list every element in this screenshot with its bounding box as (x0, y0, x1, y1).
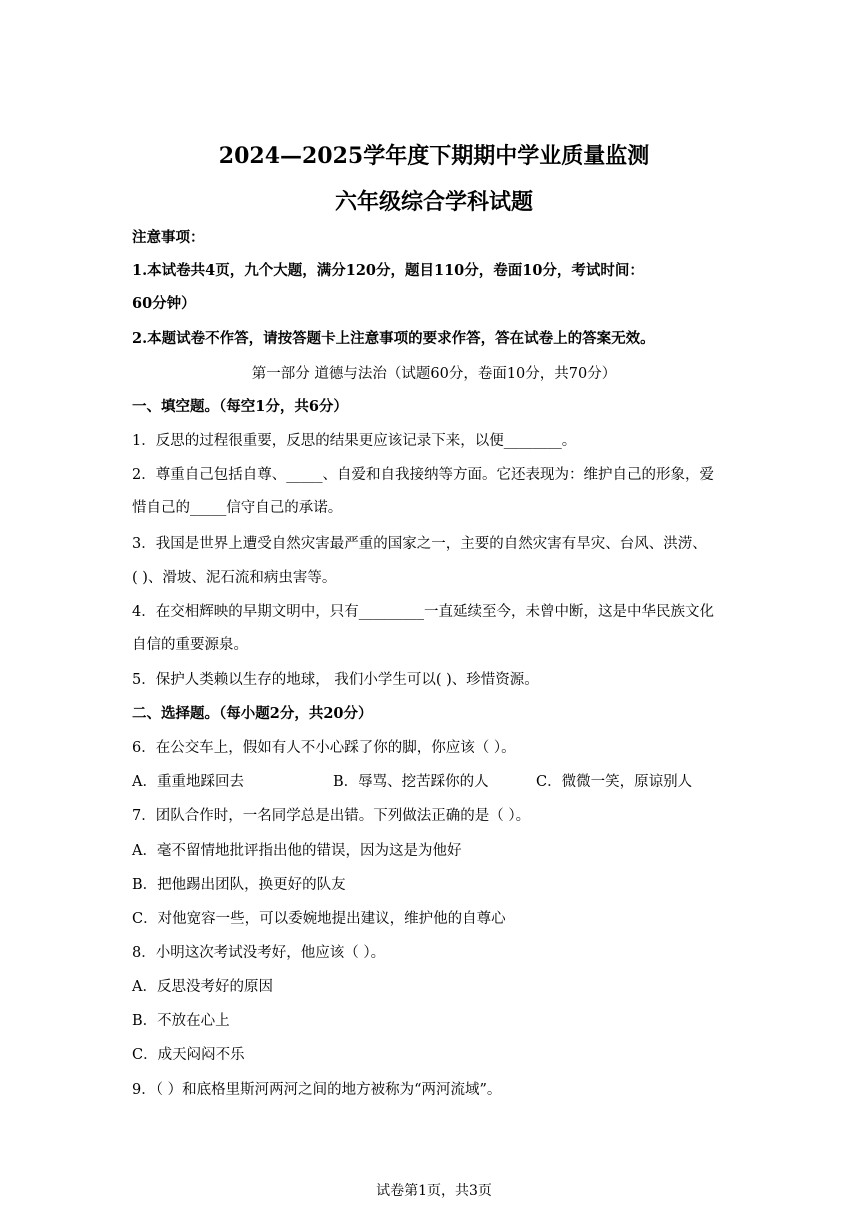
section1-heading: 一、填空题。（每空1分，共6分） (132, 398, 348, 415)
exam-title: 2024—2025学年度下期期中学业质量监测 (218, 143, 650, 169)
question-7: 7．团队合作时，一名同学总是出错。下列做法正确的是（ ）。 (132, 808, 531, 824)
notice-item-2: 2.本题试卷不作答，请按答题卡上注意事项的要求作答，答在试卷上的答案无效。 (132, 330, 655, 347)
page-footer: 试卷第1页，共3页 (376, 1183, 492, 1199)
question-8-option-a: A．反思没考好的原因 (132, 979, 273, 995)
question-6: 6．在公交车上，假如有人不小心踩了你的脚，你应该（ ）。 (132, 740, 516, 756)
question-2: 2．尊重自己包括自尊、_____、自爱和自我接纳等方面。它还表现为：维护自己的形象，爱 (132, 467, 714, 483)
question-5: 5．保护人类赖以生存的地球， 我们小学生可以( )、珍惜资源。 (132, 672, 539, 688)
question-6-option-b: B．辱骂、挖苦踩你的人 (333, 774, 489, 790)
question-7-option-a: A．毫不留情地批评指出他的错误，因为这是为他好 (132, 843, 462, 859)
question-1: 1．反思的过程很重要，反思的结果更应该记录下来，以便________。 (132, 433, 577, 449)
question-2-cont: 惜自己的_____信守自己的承诺。 (132, 500, 343, 516)
part1-header: 第一部分 道德与法治（试题60分，卷面10分，共70分） (251, 366, 617, 382)
notice-item-1: 1.本试卷共4页，九个大题，满分120分，题目110分，卷面10分，考试时间： (132, 262, 644, 279)
question-7-option-b: B．把他踢出团队，换更好的队友 (132, 877, 346, 893)
notice-heading: 注意事项： (132, 229, 205, 246)
question-6-option-c: C．微微一笑，原谅别人 (536, 774, 693, 790)
question-3-cont: ( )、滑坡、泥石流和病虫害等。 (132, 570, 337, 586)
notice-item-1-cont: 60分钟） (132, 295, 196, 312)
question-8: 8．小明这次考试没考好，他应该（ ）。 (132, 945, 386, 961)
question-4: 4．在交相辉映的早期文明中，只有_________一直延续至今，未曾中断，这是中华民族文化 (132, 604, 714, 620)
section2-heading: 二、选择题。（每小题2分，共20分） (132, 705, 373, 722)
question-4-cont: 自信的重要源泉。 (132, 637, 248, 653)
question-8-option-c: C．成天闷闷不乐 (132, 1047, 245, 1063)
question-7-option-c: C．对他宽容一些，可以委婉地提出建议，维护他的自尊心 (132, 911, 506, 927)
question-3: 3．我国是世界上遭受自然灾害最严重的国家之一，主要的自然灾害有旱灾、台风、洪涝、 (132, 536, 707, 552)
question-8-option-b: B．不放在心上 (132, 1013, 230, 1029)
question-6-option-a: A．重重地踩回去 (132, 774, 244, 790)
exam-subtitle: 六年级综合学科试题 (334, 189, 533, 215)
question-9: 9．（ ）和底格里斯河两河之间的地方被称为“两河流域”。 (132, 1082, 502, 1098)
